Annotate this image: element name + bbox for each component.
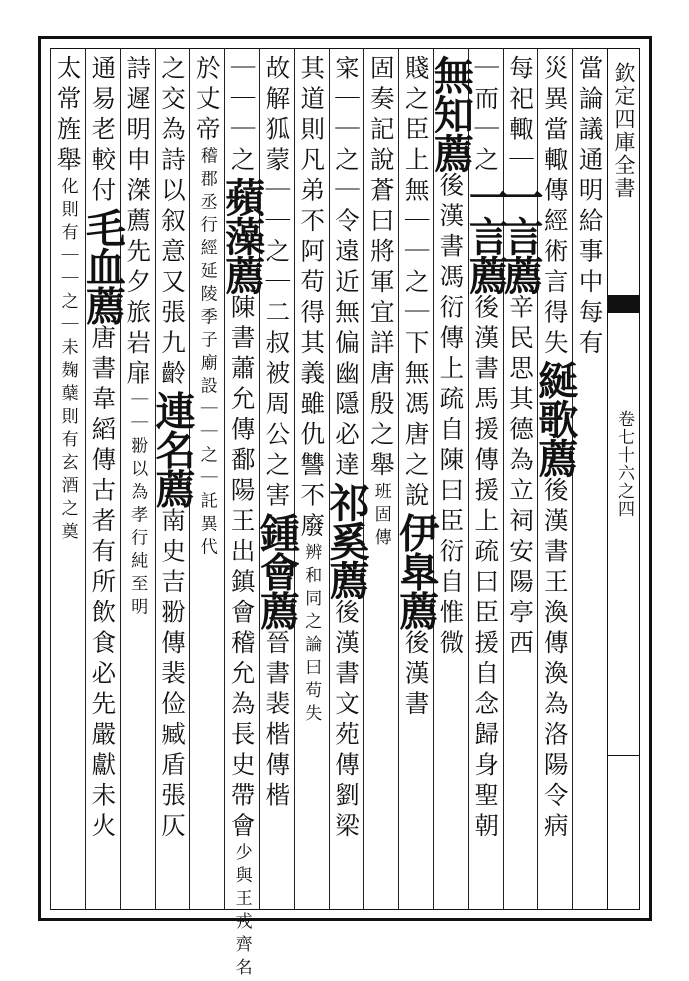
entry-heading: 無知薦	[427, 55, 475, 172]
text-run: 後漢書文苑傳劉梁	[332, 599, 361, 843]
text-run: 後漢書馬援傳援上疏曰臣援自念歸身聖朝	[471, 294, 501, 843]
volume-label: 卷七十六之四	[614, 410, 634, 518]
text-run: 故解狐蒙｜｜之｜二叔被周公之害	[262, 55, 292, 513]
text-run: 之交為詩以叙意又張九齡	[158, 55, 187, 391]
text-run: 後漢書王渙傳渙為洛陽令病	[540, 477, 570, 843]
text-run: 少與王戎齊名	[231, 843, 252, 981]
text-column	[44, 55, 92, 905]
text-run: 後漢書	[401, 629, 431, 721]
entry-heading: 連名薦	[149, 390, 196, 508]
entry-heading: 綖歌薦	[531, 360, 579, 477]
entry-heading: 伊臯薦	[392, 512, 440, 630]
text-run: ｜｜｜之	[227, 55, 257, 177]
text-run: 災異當輙傳經術言得失	[540, 55, 570, 360]
text-run: ｜而｜之	[471, 55, 501, 177]
entry-heading: 鍾會薦	[253, 512, 301, 630]
text-run: 辛民思其德為立祠安陽亭西	[506, 294, 535, 660]
text-run: 於丈帝	[192, 55, 222, 147]
text-run: 詩遲明申滐薦先夕旅岩扉	[123, 55, 153, 391]
text-run: 班固傳	[370, 482, 391, 551]
text-run: 稽郡丞行經延陵季子廟設｜｜之｜託異代	[196, 146, 217, 561]
book-title: 欽定四庫全書	[612, 62, 636, 200]
text-run: 後漢書馮衍傳上疏自陳曰臣衍自惟微	[436, 172, 466, 660]
text-run: 固奏記說蒼曰將軍宜詳唐殷之舉	[366, 55, 396, 482]
text-run: 辨和同之論曰苟失	[301, 543, 322, 727]
text-run: 寀｜｜之｜令遠近無偏幽隱必達	[332, 55, 361, 482]
text-run: 每祀輙｜	[506, 55, 535, 177]
text-run: 賤之臣上無｜｜之｜下無馮唐之說	[401, 55, 431, 513]
entry-heading: 祁奚薦	[323, 482, 370, 599]
entry-heading: 蘋藻薦	[218, 177, 266, 294]
text-run: 唐書韋縚傳古者有所飲食必先嚴獻未火	[88, 324, 118, 843]
text-run: 當論議通明給事中每有	[575, 55, 605, 360]
text-run: 化則有｜｜之｜未麹蘖則有玄酒之奠	[57, 177, 78, 545]
entry-heading: 毛血薦	[79, 207, 127, 325]
entry-heading: 一言薦	[497, 177, 544, 294]
text-run: 太常旌舉	[53, 55, 83, 177]
text-run: 南史吉翂傳裴俭臧盾張仄	[158, 507, 187, 843]
entry-heading: 一言薦	[462, 177, 510, 294]
text-run: ｜｜翂以為孝行純至明	[127, 390, 148, 621]
text-run: 陳書蕭允傳鄱陽王出鎮會稽允為長史帶會	[227, 294, 257, 843]
text-run: 其道則凡弟不阿苟得其義雖仇讐不廢	[297, 55, 327, 543]
text-run: 通易老較付	[88, 55, 118, 208]
text-run: 晉書裴楷傳楷	[262, 629, 292, 813]
